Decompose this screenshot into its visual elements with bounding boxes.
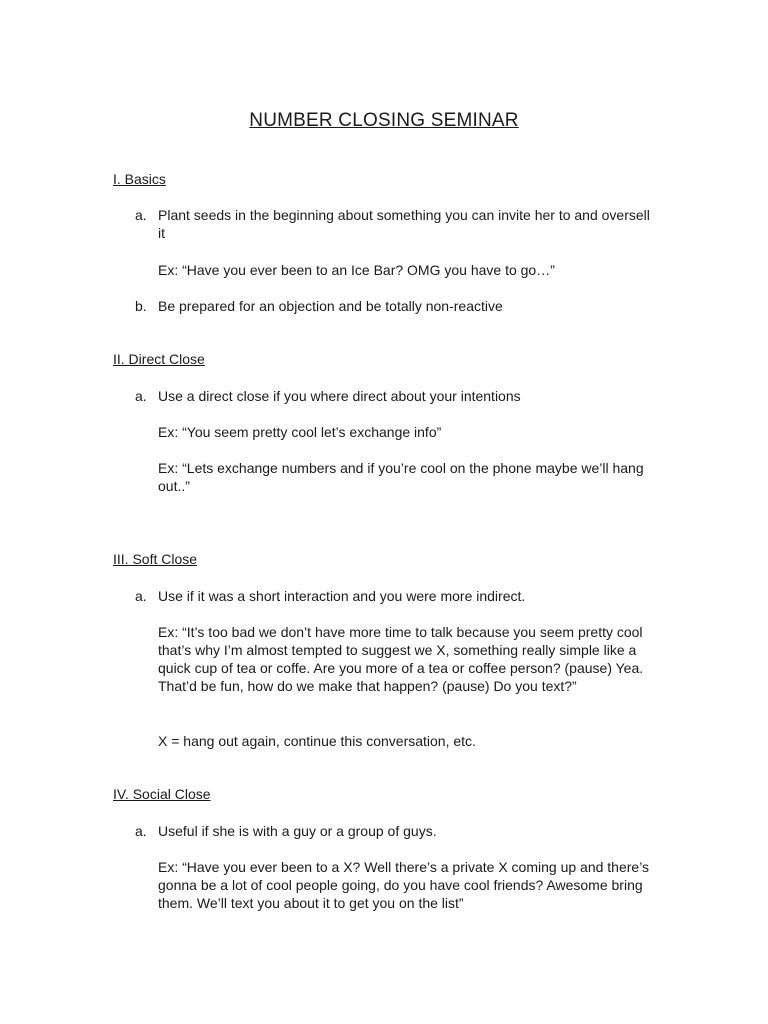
example-paragraph: Ex: “It’s too bad we don’t have more time to talk because you seem pretty cool that’s why I’m almost tempted to suggest we X, something really simple like a quick cup of tea or coffe. Are you more of a tea or coffee person? (pause) Yea. That’d be fun, how do we make that happen? (pause) Do you text?” (158, 624, 644, 694)
list-item (135, 297, 655, 315)
list-item-text: Be prepared for an objection and be totally non-reactive (158, 298, 503, 314)
list-item (135, 587, 655, 605)
list-item-text: Plant seeds in the beginning about something you can invite her to and oversell it (158, 207, 650, 241)
list-marker: b. (135, 298, 147, 314)
example-paragraph: Ex: “You seem pretty cool let’s exchange info” (158, 424, 442, 440)
list-marker: a. (135, 823, 147, 839)
example-paragraph: Ex: “Have you ever been to an Ice Bar? OMG you have to go…” (158, 262, 555, 278)
section-heading-social-close: IV. Social Close (113, 786, 211, 802)
note-paragraph: X = hang out again, continue this conversation, etc. (158, 733, 476, 749)
list-item-text: Useful if she is with a guy or a group of guys. (158, 823, 437, 839)
section-heading-direct-close: II. Direct Close (113, 351, 205, 367)
list-item (135, 387, 655, 405)
document-title: NUMBER CLOSING SEMINAR (249, 110, 519, 131)
example-paragraph: Ex: “Have you ever been to a X? Well there’s a private X coming up and there’s gonna be a lot of cool people going, do you have cool friends? Awesome bring them. We’ll text you about it to get you on the list” (158, 859, 650, 911)
section-heading-basics: I. Basics (113, 171, 166, 187)
list-marker: a. (135, 588, 147, 604)
list-item (135, 822, 655, 840)
list-item-text: Use a direct close if you where direct about your intentions (158, 388, 521, 404)
list-item (135, 206, 655, 242)
list-marker: a. (135, 388, 147, 404)
list-item-text: Use if it was a short interaction and you were more indirect. (158, 588, 526, 604)
list-marker: a. (135, 207, 147, 223)
example-paragraph: Ex: “Lets exchange numbers and if you’re cool on the phone maybe we’ll hang out..” (158, 460, 644, 494)
section-heading-soft-close: III. Soft Close (113, 551, 198, 567)
